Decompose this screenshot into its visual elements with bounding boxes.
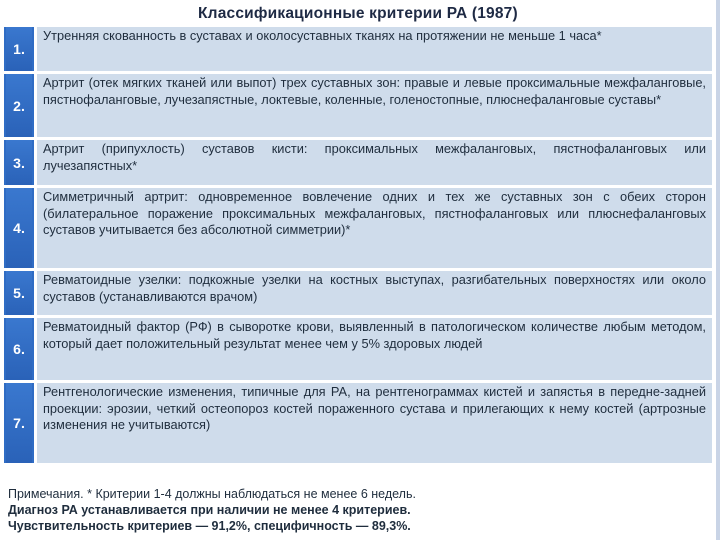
criterion-text: Артрит (отек мягких тканей или выпот) трех суставных зон: правые и левые проксимальные межфаланговые, пястнофаланговые, лучезапястные, локтевые, коленные, голеностопные, плюснефаланговые суставы* [37,74,712,137]
criterion-number-cell [4,271,34,315]
criterion-number: 1. [6,27,32,71]
criterion-text: Утренняя скованность в суставах и околосуставных тканях на протяжении не меньше 1 часа* [37,27,712,71]
criterion-row [4,318,712,380]
criterion-row [4,383,712,463]
criterion-row [4,188,712,268]
criterion-row [4,140,712,185]
criterion-number: 3. [6,140,32,185]
note-line: Диагноз РА устанавливается при наличии не менее 4 критериев. [8,503,411,517]
criterion-text: Ревматоидные узелки: подкожные узелки на костных выступах, разгибательных поверхностях или около суставов (устанавливаются врачом) [37,271,712,315]
side-border [716,0,720,540]
criterion-number: 7. [6,383,32,463]
page-title: Классификационные критерии РА (1987) [198,5,518,22]
criteria-table [4,27,712,466]
criterion-row [4,74,712,137]
criterion-number-cell [4,188,34,268]
criterion-row [4,271,712,315]
criterion-number-cell [4,74,34,137]
criterion-row [4,27,712,71]
criterion-number-cell [4,318,34,380]
criterion-text: Симметричный артрит: одновременное вовлечение одних и тех же суставных зон с обеих сторон (билатеральное поражение проксимальных межфаланговых, пястнофаланговых или плюснефаланговых суставов учитывается без абсолютной симметрии)* [37,188,712,268]
criterion-text: Ревматоидный фактор (РФ) в сыворотке крови, выявленный в патологическом количестве любым методом, который дает положительный результат менее чем у 5% здоровых людей [37,318,712,380]
criterion-text: Артрит (припухлость) суставов кисти: проксимальных межфаланговых, пястнофаланговых или лучезапястных* [37,140,712,185]
notes [8,486,708,534]
criterion-number: 2. [6,74,32,137]
criterion-number: 6. [6,318,32,380]
criterion-number-cell [4,383,34,463]
note-line: Примечания. * Критерии 1-4 должны наблюдаться не менее 6 недель. [8,487,416,501]
criterion-number: 4. [6,188,32,268]
note-line: Чувствительность критериев — 91,2%, специфичность — 89,3%. [8,519,411,533]
criterion-number: 5. [6,271,32,315]
criterion-number-cell [4,27,34,71]
criterion-text: Рентгенологические изменения, типичные для РА, на рентгенограммах кистей и запястья в передне-задней проекции: эрозии, четкий остеопороз костей пораженного сустава и прилегающих к нему костей (артрозные изменения не учитываются) [37,383,712,463]
criterion-number-cell [4,140,34,185]
